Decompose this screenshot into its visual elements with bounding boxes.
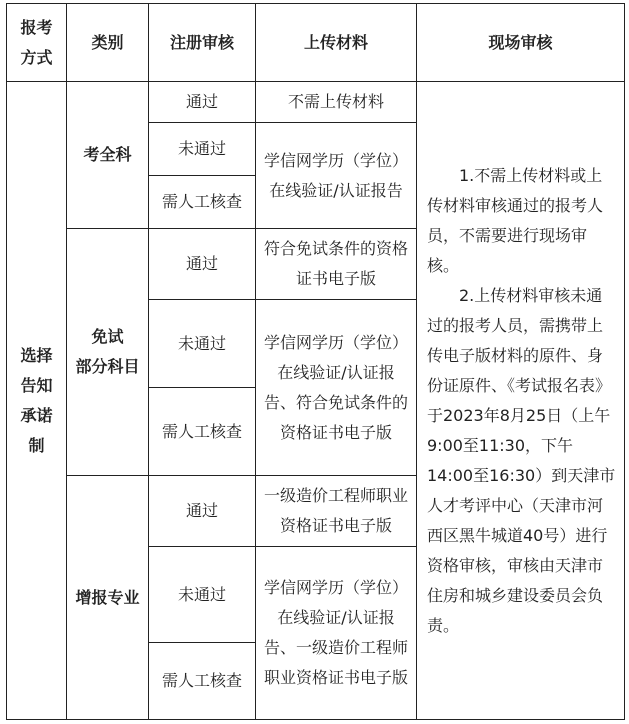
status-cell: 需人工核查 <box>149 643 256 720</box>
category-exempt-line1: 免试 <box>91 327 124 346</box>
header-category: 类别 <box>67 4 149 82</box>
materials-cell: 一级造价工程师职业资格证书电子版 <box>256 476 417 547</box>
materials-cell: 不需上传材料 <box>256 82 417 123</box>
table-row <box>7 82 625 123</box>
status-cell: 通过 <box>149 476 256 547</box>
method-line2: 告知 <box>20 375 53 395</box>
header-registration-review: 注册审核 <box>149 4 256 82</box>
method-line4: 制 <box>28 435 45 455</box>
header-method-line2: 方式 <box>20 47 53 67</box>
method-line1: 选择 <box>20 345 53 365</box>
header-method <box>7 4 67 82</box>
exam-registration-table <box>6 3 625 720</box>
category-exempt-partial <box>67 229 149 476</box>
method-line3: 承诺 <box>20 405 53 425</box>
header-row <box>7 4 625 82</box>
materials-cell: 学信网学历（学位）在线验证/认证报告、一级造价工程师职业资格证书电子版 <box>256 547 417 720</box>
method-cell <box>7 82 67 720</box>
category-full-exam: 考全科 <box>67 82 149 229</box>
status-cell: 通过 <box>149 82 256 123</box>
materials-cell: 符合免试条件的资格证书电子版 <box>256 229 417 300</box>
category-exempt-line2: 部分科目 <box>75 357 140 376</box>
header-method-line1: 报考 <box>20 17 53 37</box>
header-onsite-review: 现场审核 <box>417 4 625 82</box>
onsite-paragraph-1: 1.不需上传材料或上传材料审核通过的报考人员，不需要进行现场审核。 <box>427 165 604 275</box>
onsite-paragraph-2: 2.上传材料审核未通过的报考人员，需携带上传电子版材料的原件、身份证原件、《考试报名表》于2023年8月25日（上午9:00至11:30，下午14:00至16:30）到天津市人才考评中心（天津市河西区黑牛城道40号）进行资格审核，审核由天津市住房和城乡建设委员会负责。 <box>427 285 616 635</box>
status-cell: 未通过 <box>149 123 256 176</box>
category-add-major: 增报专业 <box>67 476 149 720</box>
onsite-review-cell <box>417 82 625 720</box>
materials-cell: 学信网学历（学位）在线验证/认证报告、符合免试条件的资格证书电子版 <box>256 300 417 476</box>
status-cell: 需人工核查 <box>149 388 256 476</box>
materials-cell: 学信网学历（学位）在线验证/认证报告 <box>256 123 417 229</box>
status-cell: 未通过 <box>149 300 256 388</box>
status-cell: 通过 <box>149 229 256 300</box>
header-upload-materials: 上传材料 <box>256 4 417 82</box>
status-cell: 未通过 <box>149 547 256 643</box>
status-cell: 需人工核查 <box>149 176 256 229</box>
